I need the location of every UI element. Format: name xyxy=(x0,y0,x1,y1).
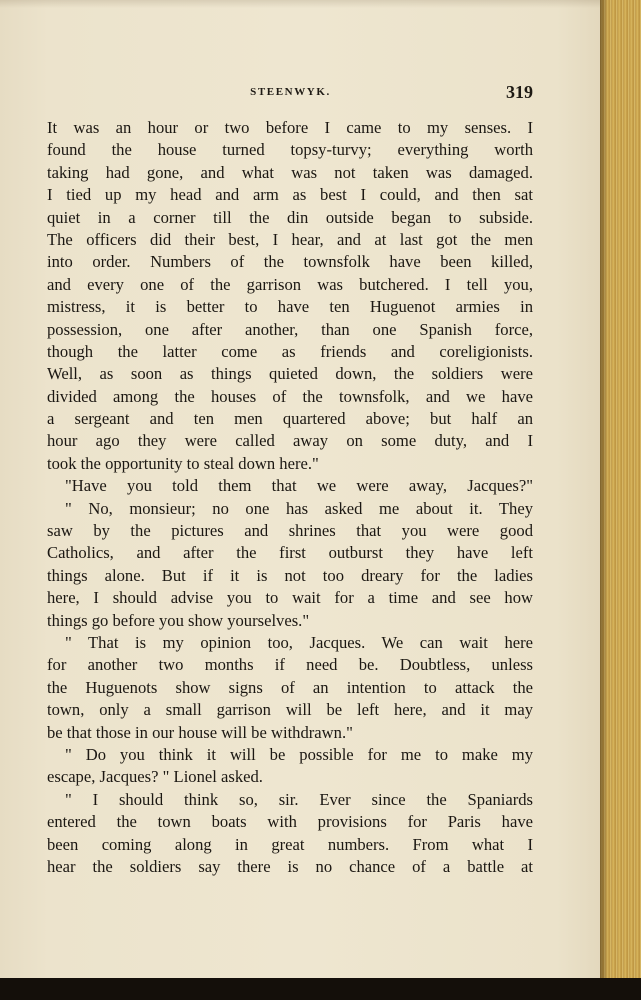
text-line: things go before you show yourselves." xyxy=(47,610,310,630)
text-line: found the house turned topsy-turvy; everything worth xyxy=(47,140,533,160)
text-line: " I should think so, sir. Ever since the Spaniards xyxy=(65,789,533,809)
running-head: STEENWYK. xyxy=(250,86,331,98)
text-line: here, I should advise you to wait for a time and see how xyxy=(47,588,533,608)
scan-background xyxy=(0,978,641,1000)
text-line: took the opportunity to steal down here." xyxy=(47,453,319,473)
text-line: mistress, it is better to have ten Huguenot armies in xyxy=(47,297,533,317)
text-line: escape, Jacques? " Lionel asked. xyxy=(47,767,263,787)
text-line: things alone. But if it is not too dreary for the ladies xyxy=(47,565,533,585)
text-line: and every one of the garrison was butchered. I tell you, xyxy=(47,274,533,294)
text-line: It was an hour or two before I came to my senses. I xyxy=(47,118,533,137)
text-line: into order. Numbers of the townsfolk have been killed, xyxy=(47,252,533,272)
page-number: 319 xyxy=(506,82,533,102)
text-line: hour ago they were called away on some duty, and I xyxy=(47,431,533,451)
text-line: " Do you think it will be possible for me to make my xyxy=(65,744,533,764)
text-line: town, only a small garrison will be left here, and it may xyxy=(47,700,533,720)
page-header xyxy=(48,84,533,106)
text-line: entered the town boats with provisions for Paris have xyxy=(47,812,533,832)
text-line: The officers did their best, I hear, and at last got the men xyxy=(47,229,533,249)
text-line: the Huguenots show signs of an intention to attack the xyxy=(47,677,533,697)
text-line: quiet in a corner till the din outside began to subside. xyxy=(47,207,533,227)
page-gutter-shadow xyxy=(600,0,608,1000)
text-line: divided among the houses of the townsfolk, and we have xyxy=(47,386,533,406)
text-line: hear the soldiers say there is no chance of a battle at xyxy=(47,856,533,876)
text-line: Catholics, and after the first outburst they have left xyxy=(47,543,533,563)
text-line: "Have you told them that we were away, Jacques?" xyxy=(65,476,533,496)
page-top-shadow xyxy=(0,0,605,8)
body-text xyxy=(47,117,533,878)
text-line: though the latter come as friends and coreligionists. xyxy=(47,341,533,361)
text-line: been coming along in great numbers. From what I xyxy=(47,834,533,854)
text-line: a sergeant and ten men quartered above; but half an xyxy=(47,409,533,429)
text-line: saw by the pictures and shrines that you were good xyxy=(47,521,533,541)
text-line: Well, as soon as things quieted down, the soldiers were xyxy=(47,364,533,384)
text-line: " That is my opinion too, Jacques. We can wait here xyxy=(65,632,533,652)
text-line: taking had gone, and what was not taken was damaged. xyxy=(47,162,533,182)
text-line: be that those in our house will be withdrawn." xyxy=(47,722,353,742)
text-line: " No, monsieur; no one has asked me about it. They xyxy=(65,498,533,518)
text-line: possession, one after another, than one Spanish force, xyxy=(47,319,533,339)
text-line: for another two months if need be. Doubtless, unless xyxy=(47,655,533,675)
text-line: I tied up my head and arm as best I could, and then sat xyxy=(47,185,533,205)
